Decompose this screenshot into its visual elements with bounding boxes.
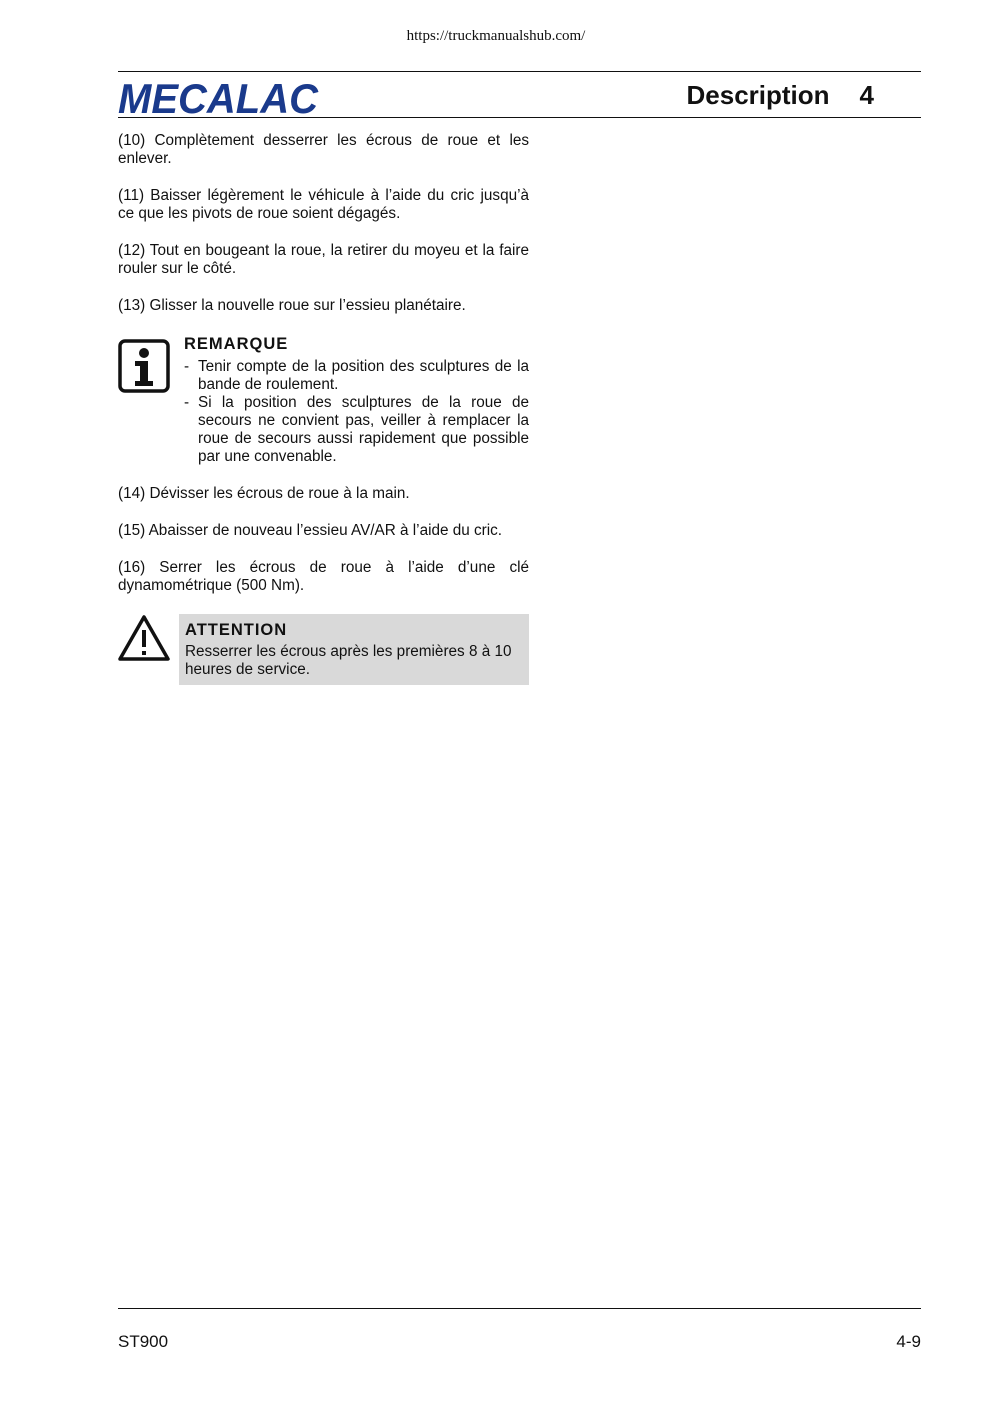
logo-wordmark: MECALAC <box>118 76 319 120</box>
footer-page-number: 4-9 <box>896 1332 921 1351</box>
section-title: Description <box>686 80 830 110</box>
attention-title: ATTENTION <box>185 621 288 639</box>
step-14: (14) Dévisser les écrous de roue à la main. <box>118 485 410 502</box>
section-header <box>687 80 875 111</box>
note-bullet-text: Si la position des sculptures de la roue de secours ne convient pas, veiller à remplacer la roue de secours aussi rapidement que possible par une convenable. <box>198 394 529 465</box>
note-title: REMARQUE <box>184 335 289 353</box>
header-bottom-rule <box>118 117 921 118</box>
info-icon <box>118 335 170 466</box>
note-bullet: - Si la position des sculptures de la roue de secours ne convient pas, veiller à remplacer la roue de secours aussi rapidement que possible par une convenable. <box>184 394 529 465</box>
step-15: (15) Abaisser de nouveau l’essieu AV/AR à l’aide du cric. <box>118 522 503 539</box>
step-12: (12) Tout en bougeant la roue, la retirer du moyeu et la faire rouler sur le côté. <box>118 242 529 277</box>
mecalac-logo <box>118 76 320 120</box>
step-11: (11) Baisser légèrement le véhicule à l’aide du cric jusqu’à ce que les pivots de roue soient dégagés. <box>118 187 529 222</box>
note-bullet: - Tenir compte de la position des sculptures de la bande de roulement. <box>184 358 529 393</box>
note-block <box>118 335 529 466</box>
footer-model: ST900 <box>118 1332 169 1351</box>
step-13: (13) Glisser la nouvelle roue sur l’essieu planétaire. <box>118 297 466 314</box>
source-url[interactable]: https://truckmanualshub.com/ <box>406 28 586 44</box>
attention-text: Resserrer les écrous après les premières 8 à 10 heures de service. <box>185 643 512 678</box>
step-16: (16) Serrer les écrous de roue à l’aide d’une clé dynamométrique (500 Nm). <box>118 559 529 594</box>
header-top-rule <box>118 71 921 72</box>
warning-triangle-icon <box>118 614 170 685</box>
main-content <box>118 132 529 685</box>
footer-rule <box>118 1308 921 1309</box>
note-bullet-text: Tenir compte de la position des sculptures de la bande de roulement. <box>198 358 529 393</box>
step-10: (10) Complètement desserrer les écrous de roue et les enlever. <box>118 132 529 167</box>
attention-block <box>118 614 529 685</box>
note-body <box>184 335 529 466</box>
attention-box <box>179 614 529 685</box>
section-number: 4 <box>859 80 874 110</box>
